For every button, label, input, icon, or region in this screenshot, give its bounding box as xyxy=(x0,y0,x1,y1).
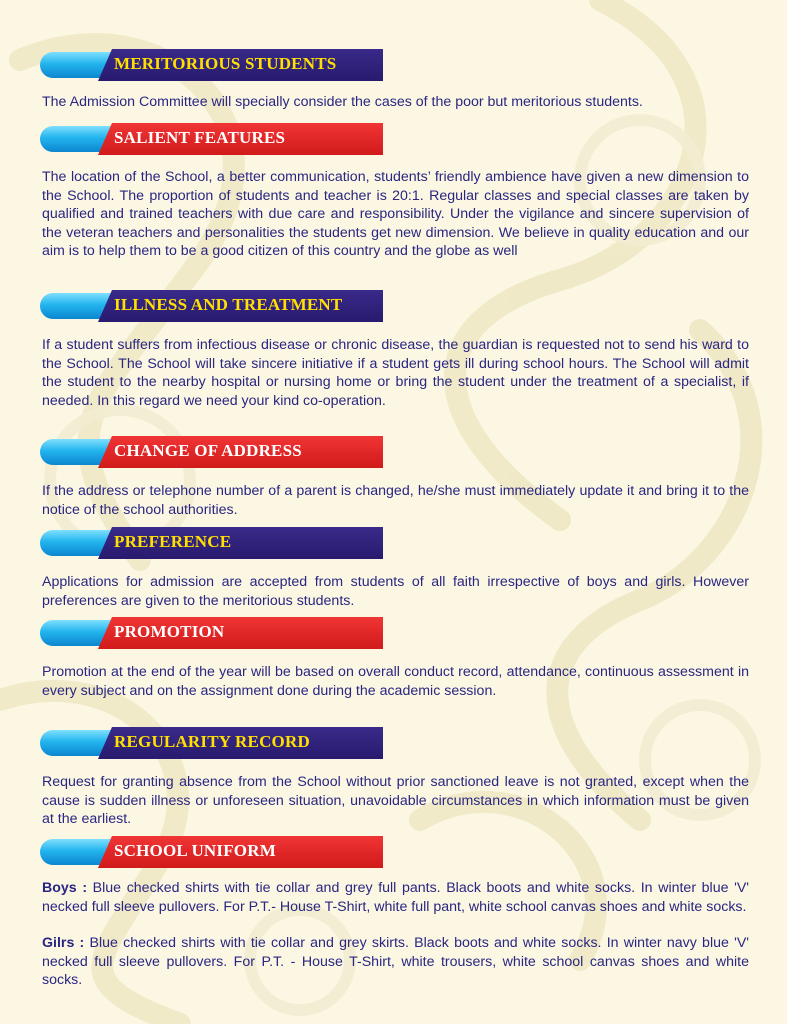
section-header-promotion xyxy=(40,617,383,649)
section-title: ILLNESS AND TREATMENT xyxy=(114,295,343,314)
section-header-illness-and-treatment xyxy=(40,290,383,322)
section-header-regularity-record xyxy=(40,727,383,759)
section-body-boys-uniform xyxy=(42,879,749,916)
section-body-promotion: Promotion at the end of the year will be based on overall conduct record, attendance, continuous assessment in every subject and on the assignment done during the academic session. xyxy=(42,664,749,699)
section-title: MERITORIOUS STUDENTS xyxy=(114,54,337,73)
section-header-change-of-address xyxy=(40,436,383,468)
section-header-salient-features xyxy=(40,123,383,155)
section-header-school-uniform xyxy=(40,836,383,868)
section-body-meritorious-students: The Admission Committee will specially consider the cases of the poor but meritorious students. xyxy=(42,94,643,110)
section-title: CHANGE OF ADDRESS xyxy=(114,441,302,460)
section-body-preference: Applications for admission are accepted from students of all faith irrespective of boys and girls. However preferences are given to the meritorious students. xyxy=(42,574,749,609)
section-body-regularity-record: Request for granting absence from the School without prior sanctioned leave is not granted, except when the cause is sudden illness or unforeseen situation, unavoidable circumstances in which information must be given at the earliest. xyxy=(42,774,749,827)
section-body-change-of-address: If the address or telephone number of a parent is changed, he/she must immediately update it and bring it to the notice of the school authorities. xyxy=(42,483,749,518)
section-title: PROMOTION xyxy=(114,622,225,641)
section-body-illness-and-treatment: If a student suffers from infectious disease or chronic disease, the guardian is requested not to send his ward to the School. The School will take sincere initiative if a student gets ill during school hours. The School will admit the student to the nearby hospital or nursing home or bring the student under the treatment of a specialist, if needed. In this regard we need your kind co-operation. xyxy=(42,337,749,409)
girls-label: Gilrs : xyxy=(42,935,85,951)
section-body-girls-uniform xyxy=(42,934,749,990)
section-title: SALIENT FEATURES xyxy=(114,128,286,147)
girls-uniform-text: Blue checked shirts with tie collar and grey skirts. Black boots and white socks. In winter navy blue 'V' necked full sleeve pullovers. For P.T. - House T-Shirt, white trousers, white school canvas shoes and white socks. xyxy=(42,935,749,988)
boys-uniform-text: Blue checked shirts with tie collar and grey full pants. Black boots and white socks. In winter blue 'V' necked full sleeve pullovers. For P.T.- House T-Shirt, white full pant, white school canvas shoes and white socks. xyxy=(42,880,749,915)
section-title: REGULARITY RECORD xyxy=(114,732,310,751)
section-header-meritorious-students xyxy=(40,49,383,81)
boys-label: Boys : xyxy=(42,880,88,896)
section-body-salient-features: The location of the School, a better communication, students’ friendly ambience have given a new dimension to the School. The proportion of students and teacher is 20:1. Regular classes and special classes are taken by qualified and trained teachers with due care and responsibility. Under the vigilance and sincere supervision of the veteran teachers and personalities the students get new dimension. We believe in quality education and our aim is to help them to be a good citizen of this country and the globe as well xyxy=(42,169,749,259)
section-title: PREFERENCE xyxy=(114,532,232,551)
section-title: SCHOOL UNIFORM xyxy=(114,841,276,860)
section-header-preference xyxy=(40,527,383,559)
